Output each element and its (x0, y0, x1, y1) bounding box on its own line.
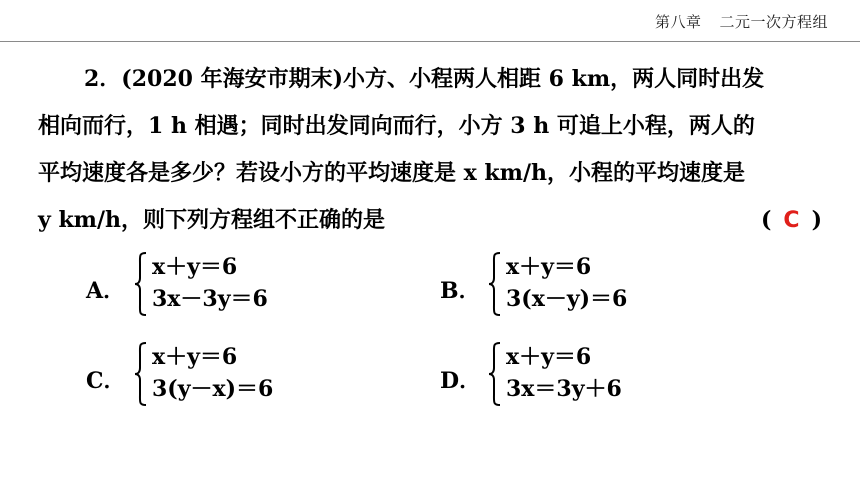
option-d-eq1: x＋y＝6 (506, 344, 592, 370)
question-line-4-container (38, 197, 828, 244)
answer-close-paren: ) (811, 207, 822, 233)
question-line-2: 相向而行，1 h 相遇；同时出发同向而行，小方 3 h 可追上小程，两人的 (38, 113, 755, 139)
question-line-1: 2．(2020 年海安市期末)小方、小程两人相距 6 km，两人同时出发 (84, 66, 765, 92)
option-d-label: D． (440, 368, 482, 394)
brace-icon (134, 252, 148, 316)
brace-icon (134, 342, 148, 406)
option-b-eq2: 3(x－y)＝6 (506, 286, 628, 312)
page-header (0, 0, 860, 42)
option-c-eq2: 3(y－x)＝6 (152, 376, 274, 402)
option-d-eq2: 3x＝3y＋6 (506, 376, 622, 402)
option-a-label: A． (86, 278, 126, 304)
option-c-label: C． (86, 368, 126, 394)
brace-icon (488, 252, 502, 316)
chapter-label: 第八章 (654, 13, 702, 31)
section-label: 二元一次方程组 (719, 13, 828, 31)
option-a-eq2: 3x－3y＝6 (152, 286, 268, 312)
question-block (38, 56, 828, 244)
answer-open-paren: ( (761, 207, 772, 233)
option-b-label: B． (440, 278, 481, 304)
option-c-eq1: x＋y＝6 (152, 344, 238, 370)
option-b-eq1: x＋y＝6 (506, 254, 592, 280)
header-title (655, 11, 828, 32)
answer-letter: C (783, 208, 800, 233)
option-a-eq1: x＋y＝6 (152, 254, 238, 280)
question-line-4: y km/h，则下列方程组不正确的是 (38, 207, 385, 233)
brace-icon (488, 342, 502, 406)
answer-bracket (761, 197, 822, 244)
question-line-3: 平均速度各是多少？若设小方的平均速度是 x km/h，小程的平均速度是 (38, 160, 745, 186)
